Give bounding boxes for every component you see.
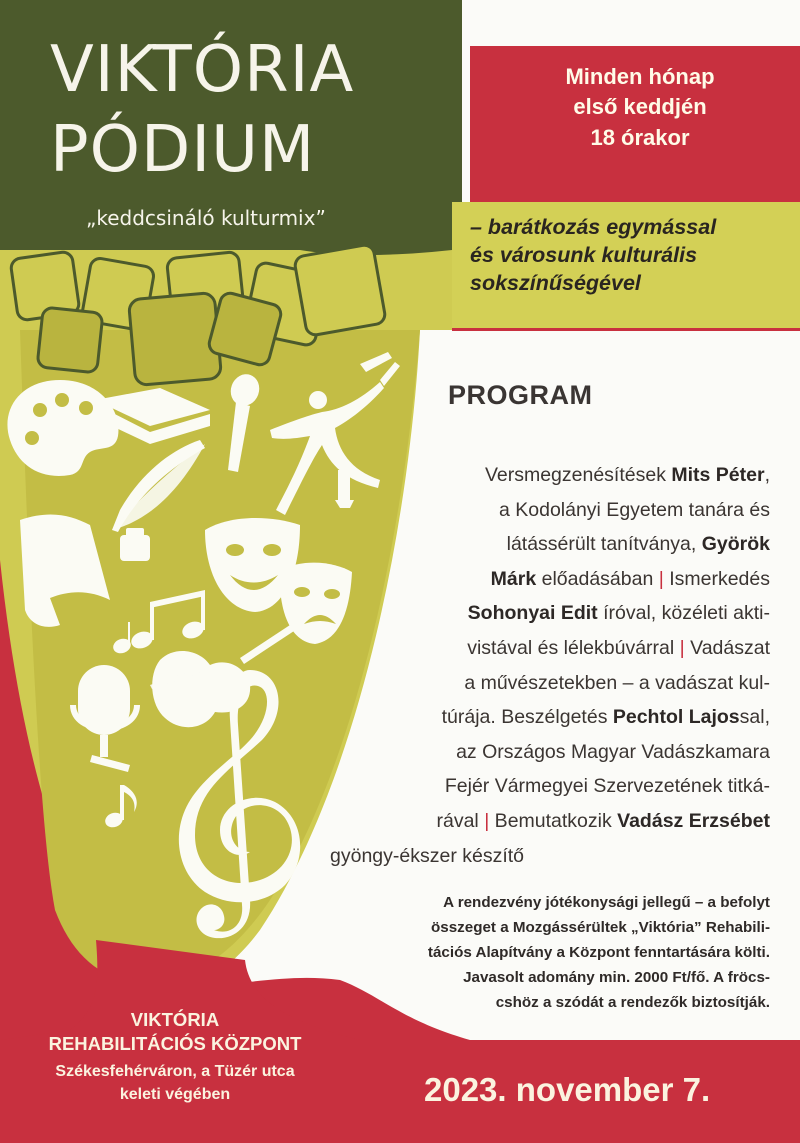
tagline-line-1: – barátkozás egymással	[470, 215, 717, 239]
program-line: az Országos Magyar Vadászkamara	[456, 740, 770, 763]
venue-block	[0, 1008, 350, 1106]
schedule-line-2: első keddjén	[573, 94, 707, 120]
charity-line-2: összeget a Mozgássérültek „Viktória” Rehabili-	[430, 919, 770, 936]
program-line: látássérült tanítványa, Györök	[506, 533, 770, 556]
paper-scroll-icon	[20, 515, 110, 627]
program-line: Márk előadásában | Ismerkedés	[490, 567, 770, 590]
subtitle: „keddcsináló kulturmix”	[86, 206, 326, 230]
schedule-line-1: Minden hónap	[565, 64, 715, 89]
venue-address-line-2: keleti végében	[119, 1086, 231, 1103]
event-date: 2023. november 7.	[424, 1071, 711, 1108]
program-line: túrája. Beszélgetés Pechtol Lajossal,	[441, 706, 770, 729]
title-line-1: VIKTÓRIA	[50, 33, 355, 107]
schedule-line-3: 18 órakor	[590, 124, 690, 150]
program-line: Sohonyai Edit íróval, közéleti akti-	[467, 602, 770, 625]
title-line-2: PÓDIUM	[50, 113, 316, 187]
music-notes-icon	[111, 590, 206, 656]
retro-microphone-icon	[70, 665, 140, 772]
program-line: a Kodolányi Egyetem tanára és	[498, 498, 770, 521]
venue-name-line-1: VIKTÓRIA	[130, 1009, 220, 1030]
charity-line-3: tációs Alapítvány a Központ fenntartására költi.	[427, 944, 770, 961]
charity-note	[290, 890, 770, 1015]
program-line: gyöngy-ékszer készítő	[330, 844, 525, 867]
palette-icon	[7, 380, 118, 476]
charity-line-5: cshöz a szódát a rendezők biztosítják.	[495, 994, 770, 1011]
tagline-line-2: és városunk kulturális	[470, 242, 698, 267]
charity-line-4: Javasolt adomány min. 2000 Ft/fő. A fröcs-	[463, 969, 770, 986]
program-line: rával | Bemutatkozik Vadász Erzsébet	[436, 809, 770, 832]
program-heading: PROGRAM	[448, 380, 593, 410]
tagline-box	[452, 202, 800, 328]
music-note-small-icon	[103, 785, 137, 830]
quill-inkpot-icon	[112, 440, 205, 561]
program-text	[330, 458, 770, 873]
venue-address-line-1: Székesfehérváron, a Tüzér utca	[55, 1063, 295, 1080]
venue-name-line-2: REHABILITÁCIÓS KÖZPONT	[48, 1033, 302, 1054]
program-line: Fejér Vármegyei Szervezetének titká-	[444, 775, 770, 798]
microphone-icon	[226, 370, 263, 472]
charity-line-1: A rendezvény jótékonysági jellegű – a befolyt	[443, 894, 770, 911]
program-line: a művészetekben – a vadászat kul-	[464, 671, 770, 694]
program-line: vistával és lélekbúvárral | Vadászat	[467, 636, 770, 659]
paintbrush-icon	[360, 352, 392, 372]
program-line: Versmegzenésítések Mits Péter,	[484, 464, 770, 486]
schedule-box	[470, 46, 800, 204]
tagline-line-3: sokszínűségével	[470, 270, 641, 295]
